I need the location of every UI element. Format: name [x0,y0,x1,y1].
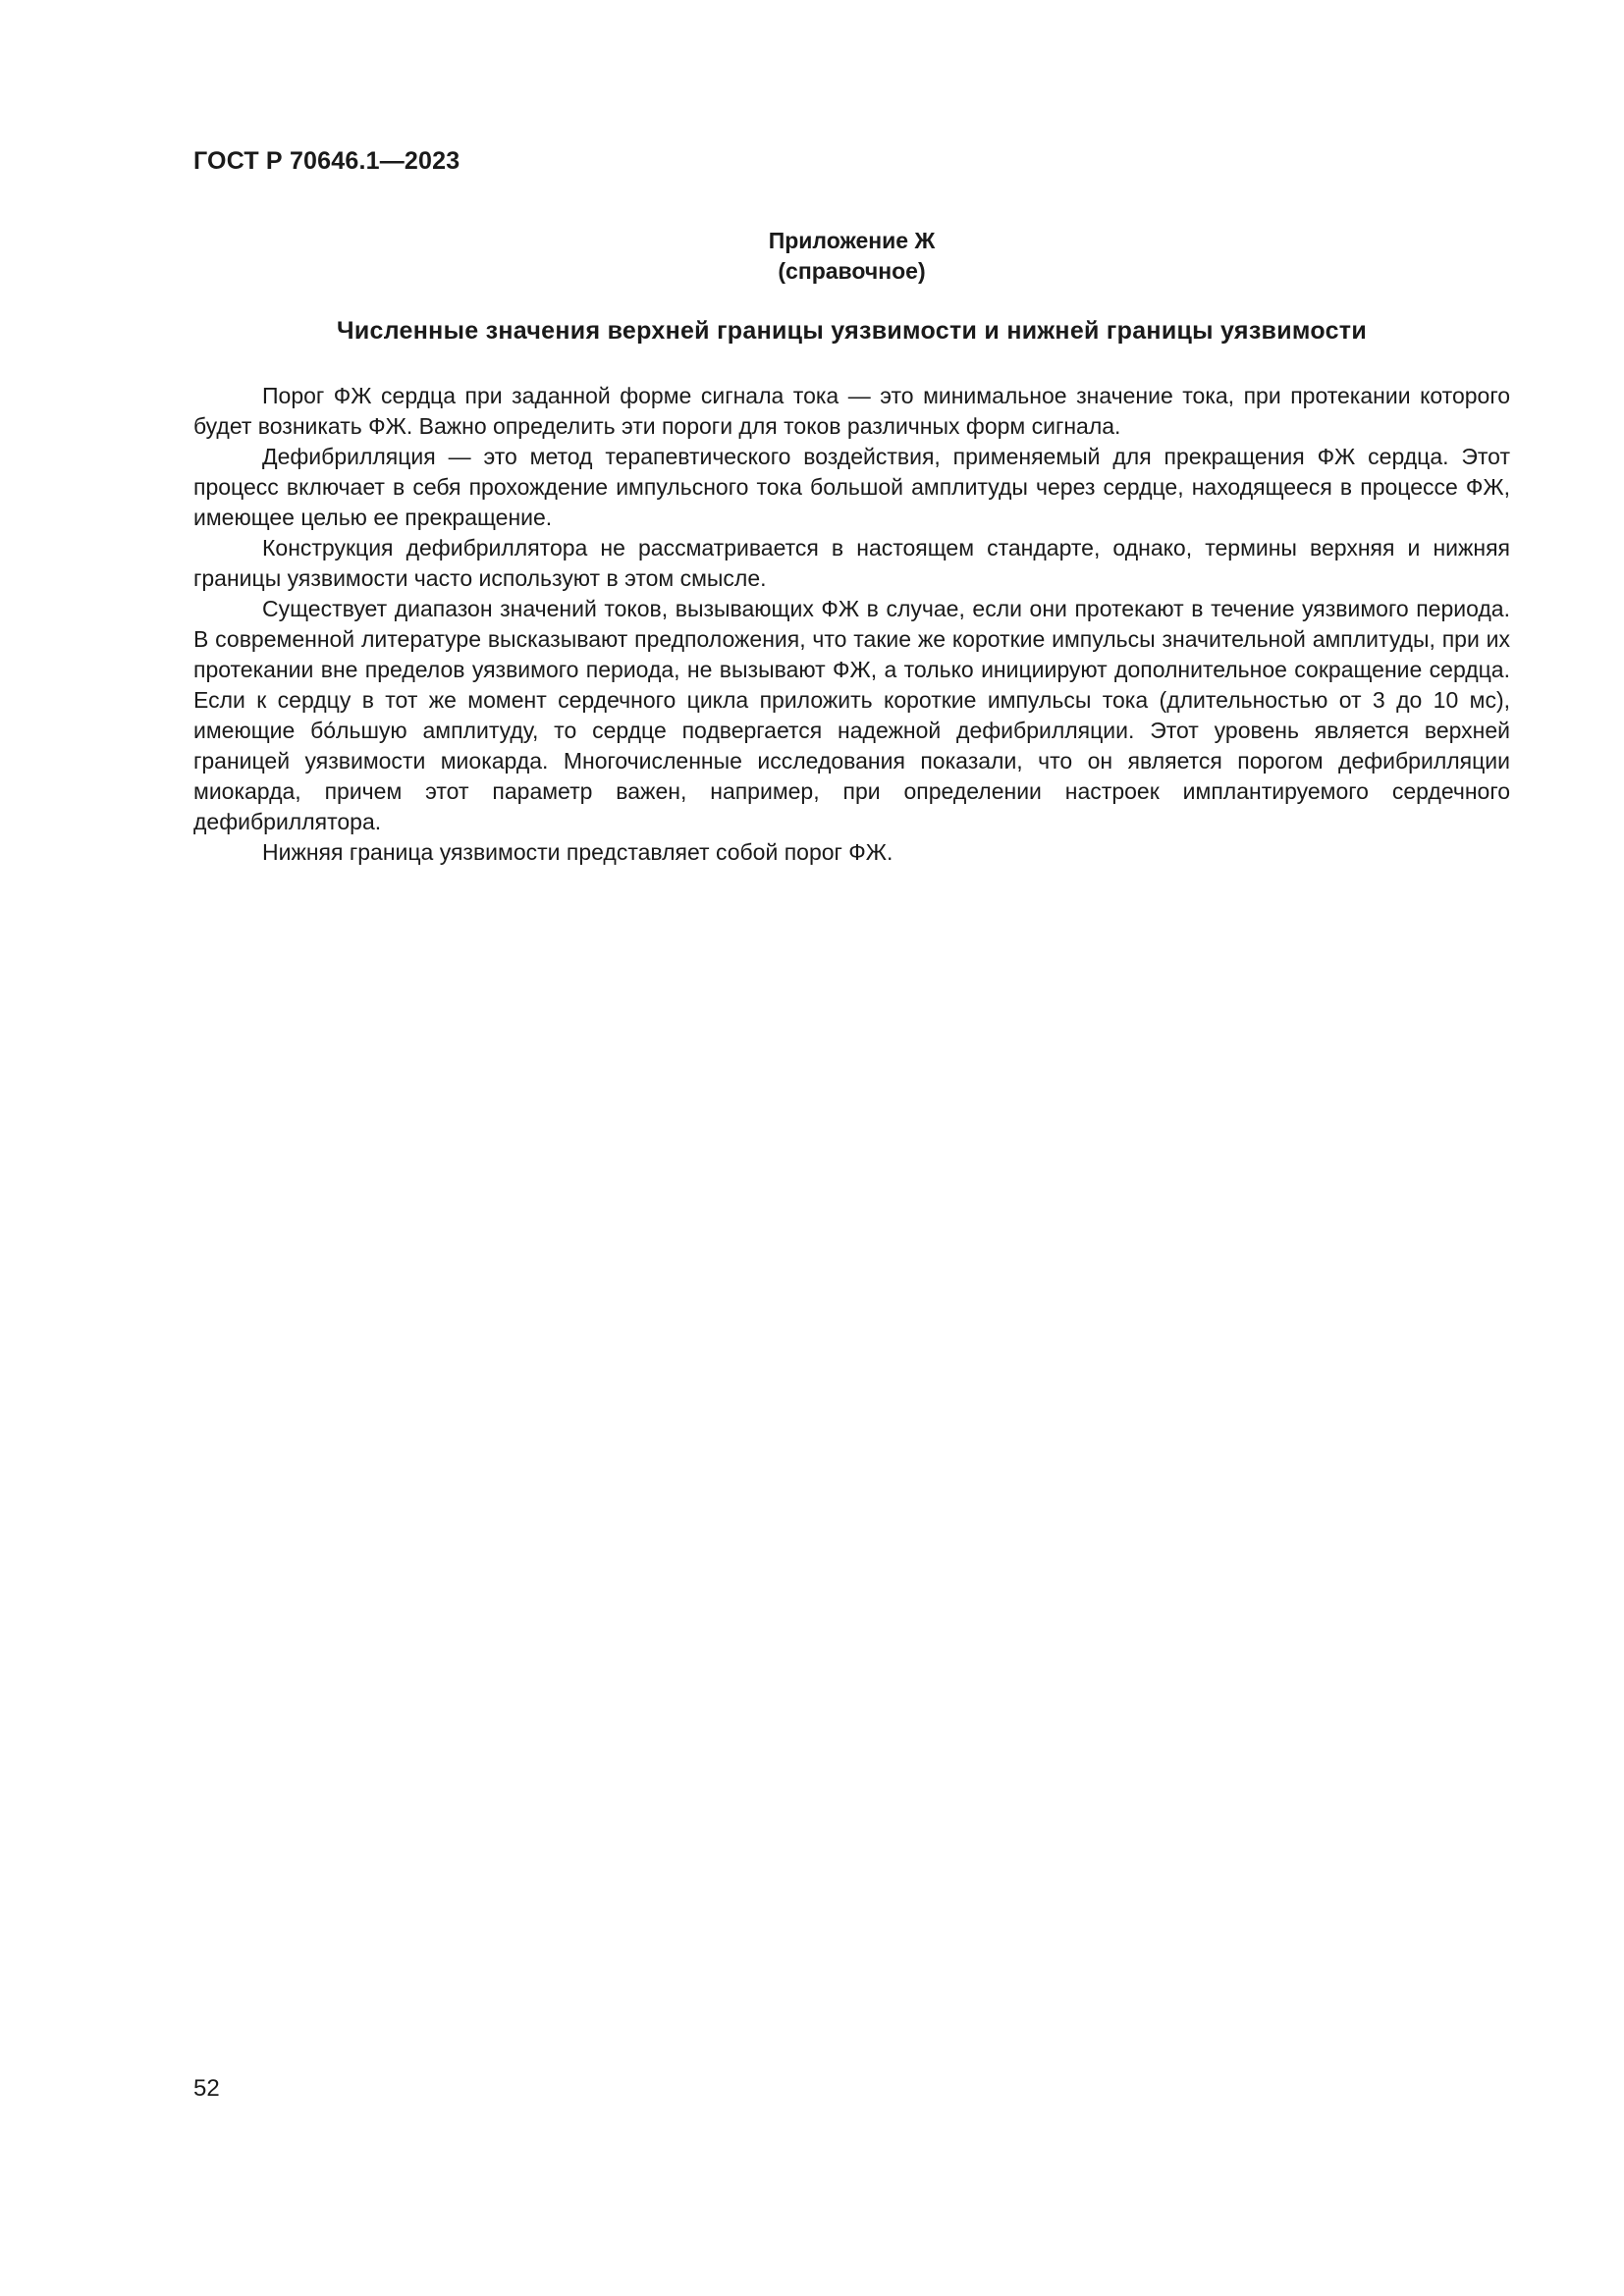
paragraph: Конструкция дефибриллятора не рассматривается в настоящем стандарте, однако, термины верхняя и нижняя границы уязвимости часто используют в этом смысле. [193,535,1510,591]
annex-label: Приложение Ж [768,228,936,253]
annex-heading [193,226,1510,287]
paragraph: Дефибрилляция — это метод терапевтического воздействия, применяемый для прекращения ФЖ сердца. Этот процесс включает в себя прохождение импульсного тока большой амплитуды через сердце, находящееся в процессе ФЖ, имеющее целью ее прекращение. [193,444,1510,530]
paragraph: Нижняя граница уязвимости представляет собой порог ФЖ. [262,839,893,865]
annex-type: (справочное) [778,258,926,284]
annex-title: Численные значения верхней границы уязвимости и нижней границы уязвимости [336,317,1368,345]
annex-body [193,381,1510,868]
page-number: 52 [193,2075,220,2102]
paragraph: Порог ФЖ сердца при заданной форме сигнала тока — это минимальное значение тока, при протекании которого будет возникать ФЖ. Важно определить эти пороги для токов различных форм сигнала. [193,383,1510,439]
document-code: ГОСТ Р 70646.1—2023 [193,147,460,175]
paragraph: Существует диапазон значений токов, вызывающих ФЖ в случае, если они протекают в течение уязвимого периода. В современной литературе высказывают предположения, что такие же короткие импульсы значительной амплитуды, при их протекании вне пределов уязвимого периода, не вызывают ФЖ, а только инициируют дополнительное сокращение сердца. Если к сердцу в тот же момент сердечного цикла приложить короткие импульсы тока (длительностью от 3 до 10 мс), имеющие бо́льшую амплитуду, то сердце подвергается надежной дефибрилляции. Этот уровень является верхней границей уязвимости миокарда. Многочисленные исследования показали, что он является порогом дефибрилляции миокарда, причем этот параметр важен, например, при определении настроек имплантируемого сердечного дефибриллятора. [193,596,1510,834]
